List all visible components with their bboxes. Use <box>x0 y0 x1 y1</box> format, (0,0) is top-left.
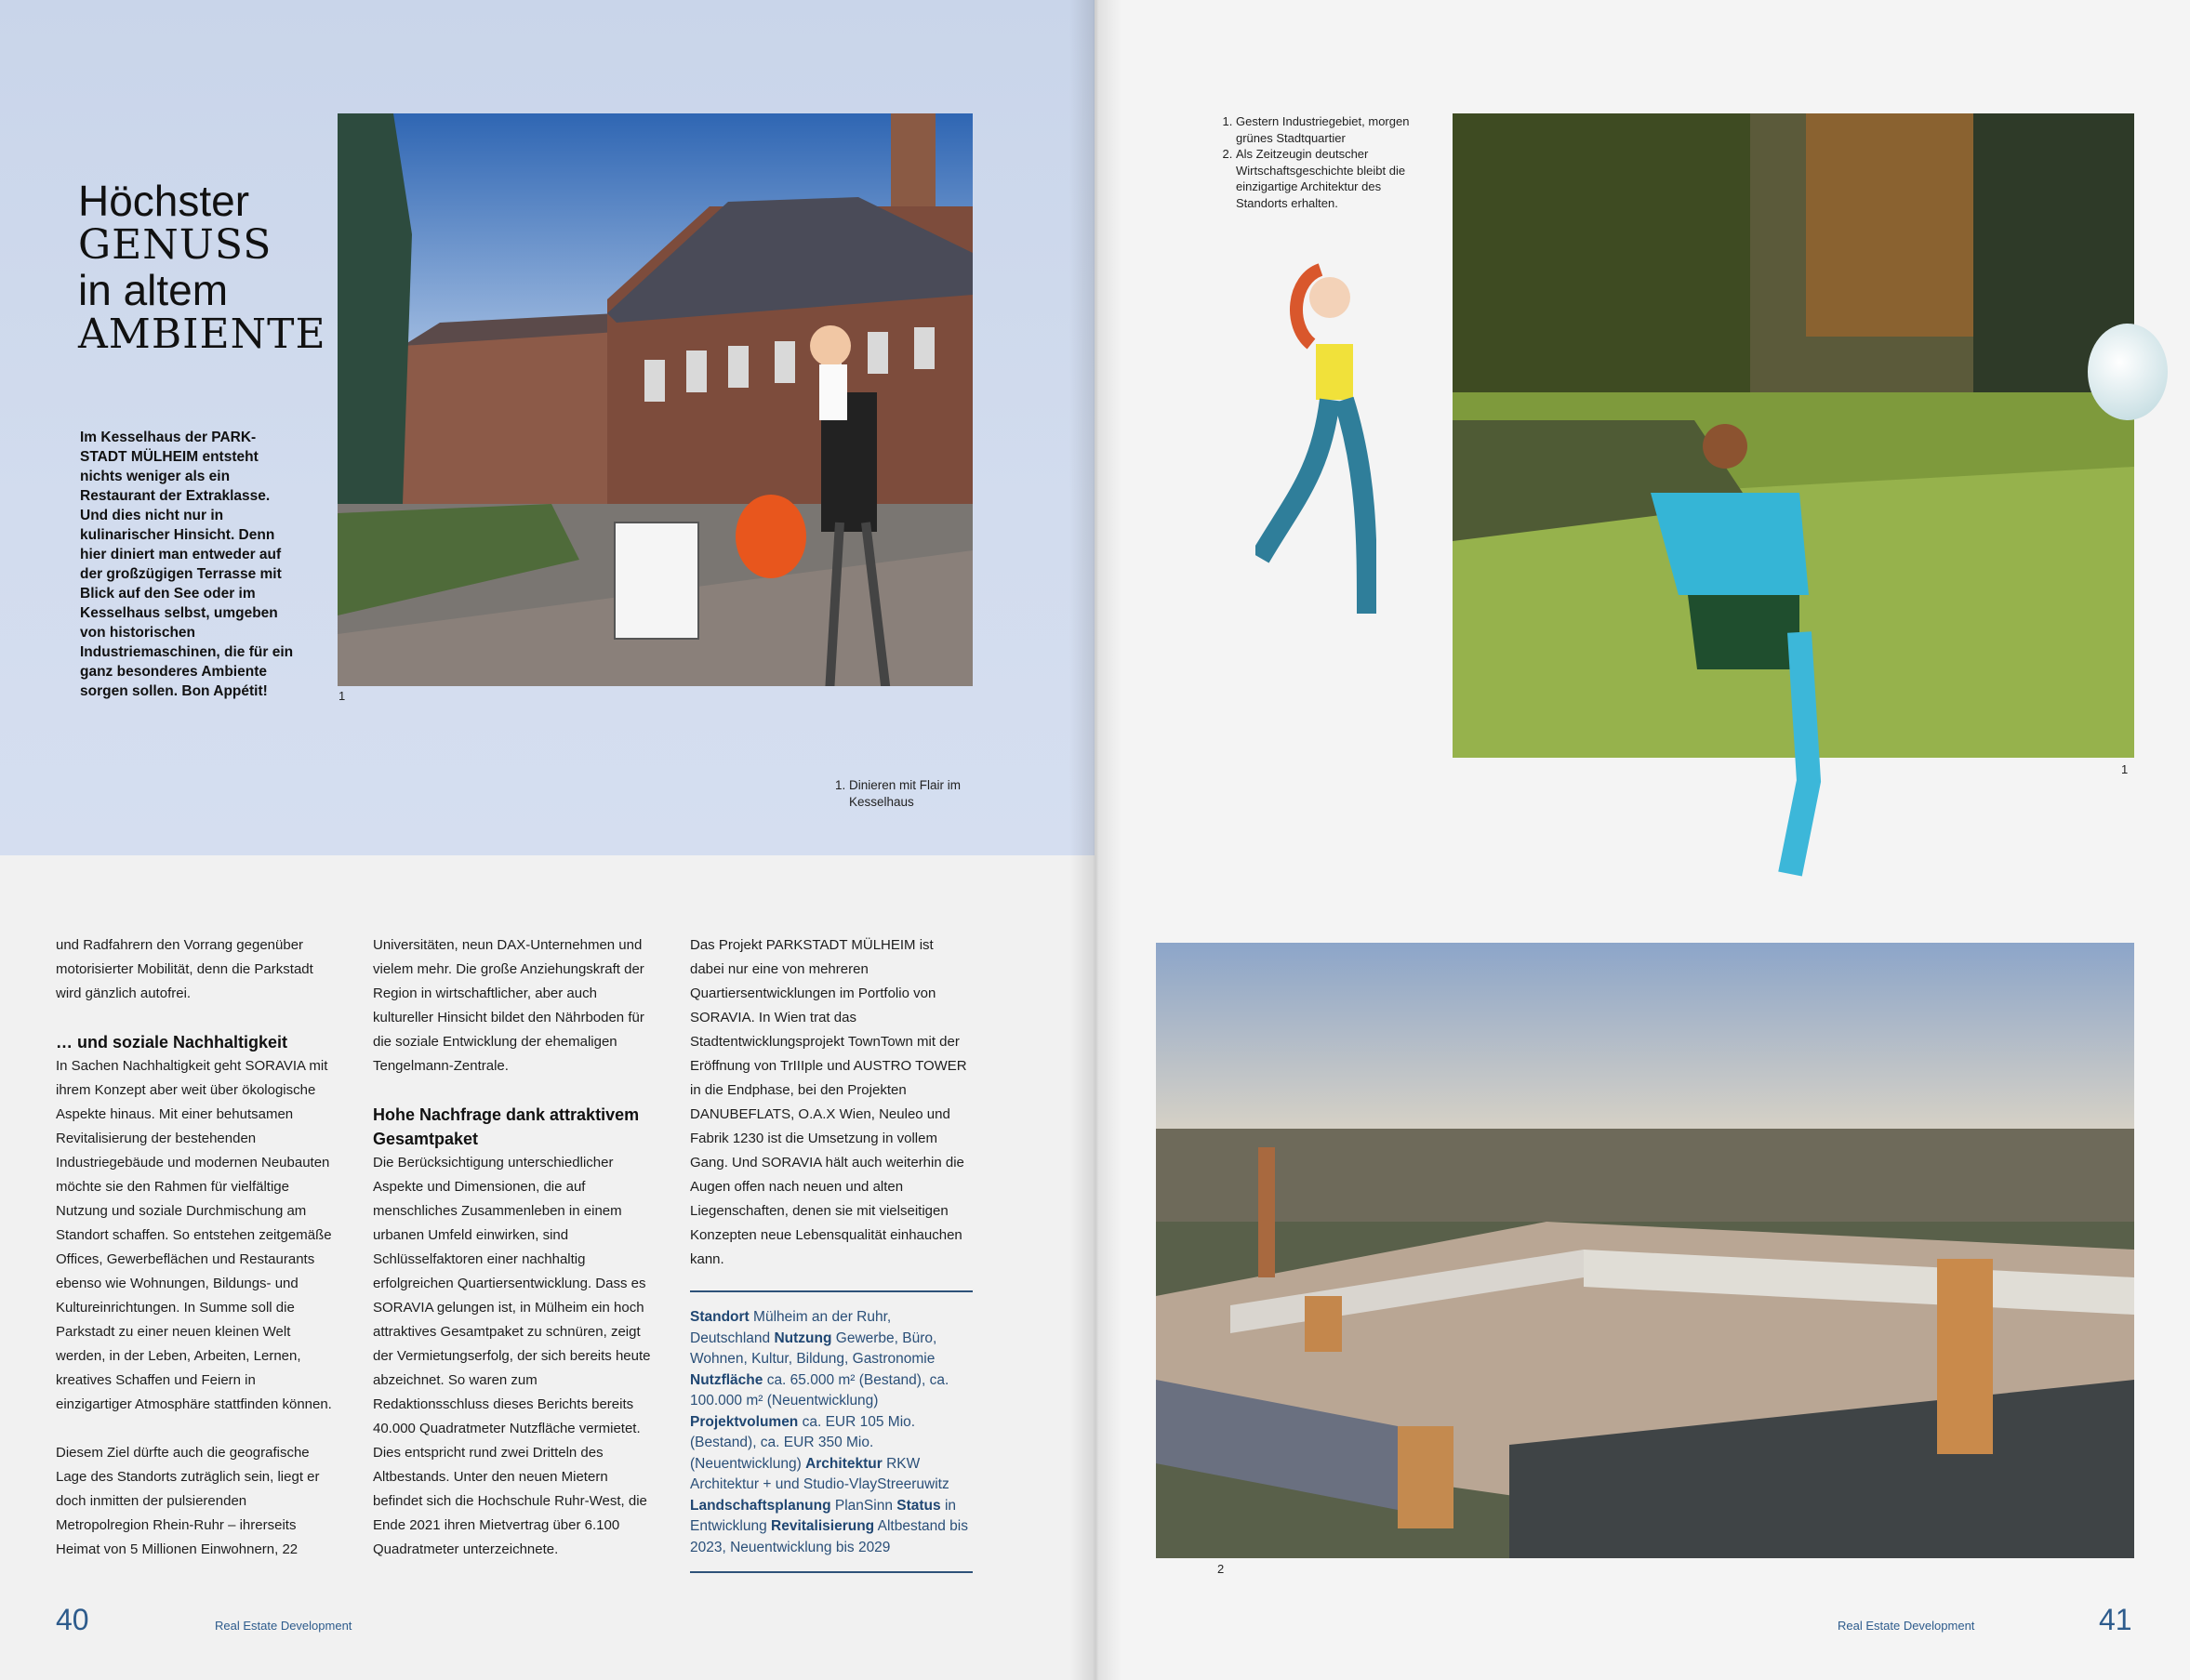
fact-value: Altbestand bis 2023, Neuentwicklung bis 2029 <box>690 1518 968 1555</box>
aerial-photo <box>1156 943 2134 1558</box>
fact-key: Projektvolumen <box>690 1413 799 1430</box>
fact-value: Mülheim an der Ruhr, Deutschland <box>690 1309 892 1346</box>
figure-caption-right <box>1217 113 1413 211</box>
caption-item: 2. Als Zeitzeugin deutscher Wirtschaftsgeschichte bleibt die einzigartige Architektur des Standorts erhalten. <box>1236 146 1413 211</box>
fact-value: ca. 65.000 m² (Bestand), ca. 100.000 m² (Neuentwicklung) <box>690 1371 949 1409</box>
fact-key: Nutzung <box>774 1329 832 1346</box>
fact-key: Nutzfläche <box>690 1371 763 1388</box>
ball-illustration <box>2088 324 2168 420</box>
paragraph: In Sachen Nachhaltigkeit geht SORAVIA mit ihrem Konzept aber weit über ökologische Aspekte hinaus. Mit einer behutsamen Revitalisierung der bestehenden Industriegebäude und modernen Neubauten möchte sie den Rahmen für vielfältige Nutzung und soziale Durchmischung am Standort schaffen. So entstehen zeitgemäße Offices, Gewerbeflächen und Restaurants ebenso wie Wohnungen, Bildungs- und Kultureinrichtungen. In Summe soll die Parkstadt zu einer neuen kleinen Welt werden, in der Leben, Arbeiten, Lernen, kreatives Schaffen und Feiern in einzigartiger Atmosphäre stattfinden können. <box>56 1058 332 1412</box>
caption-item: 1. Dinieren mit Flair im Kesselhaus <box>849 777 979 811</box>
running-head-right: Real Estate Development <box>1838 1619 1975 1633</box>
text-column-2 <box>373 933 652 1586</box>
headline-line-2: GENUSS <box>78 221 272 269</box>
fact-value: Gewerbe, Büro, Wohnen, Kultur, Bildung, Gastronomie <box>690 1329 937 1367</box>
fact-value: RKW Architektur + und Studio-VlayStreeruwitz <box>690 1455 949 1492</box>
fact-key: Standort <box>690 1309 750 1325</box>
paragraph: Das Projekt PARKSTADT MÜLHEIM ist dabei nur eine von mehreren Quartiersentwicklungen im Portfolio von SORAVIA. In Wien trat das Stadtentwicklungsprojekt TownTown mit der Eröffnung von TrIIIple und AUSTRO TOWER in die Endphase, bei den Projekten DANUBEFLATS, O.A.X Wien, Neuleo und Fabrik 1230 ist die Umsetzung in vollem Gang. Und SORAVIA hält auch weiterhin die Augen offen nach neuen und alten Liegenschaften, denen sie mit vielseitigen Konzepten neue Lebensqualität einhauchen kann. <box>690 937 967 1267</box>
figure-number-1: 1 <box>2121 762 2129 776</box>
subheading: … und soziale Nachhaltigkeit <box>56 1033 288 1052</box>
page-number-right: 41 <box>2099 1603 2132 1636</box>
fact-value: PlanSinn <box>834 1497 893 1514</box>
football-player-illustration <box>1613 409 1837 883</box>
text-column-1 <box>56 933 335 1586</box>
fact-key: Revitalisierung <box>771 1518 875 1534</box>
restaurant-photo <box>338 113 973 686</box>
paragraph: Universitäten, neun DAX-Unternehmen und vielem mehr. Die große Anziehungskraft der Region in wirtschaftlicher, aber auch kultureller Hinsicht bildet den Nährboden für die soziale Entwicklung der ehemaligen Tengelmann-Zentrale. <box>373 937 644 1074</box>
runner-illustration <box>1255 260 1376 651</box>
fact-key: Landschaftsplanung <box>690 1497 831 1514</box>
paragraph: Diesem Ziel dürfte auch die geografische Lage des Standorts zuträglich sein, liegt er doch inmitten der pulsierenden Metropolregion Rhein-Ruhr – ihrerseits Heimat von 5 Millionen Einwohnern, 22 <box>56 1445 320 1557</box>
text-column-3 <box>690 933 969 1296</box>
fact-value: ca. EUR 105 Mio. (Bestand), ca. EUR 350 Mio. (Neuentwicklung) <box>690 1413 916 1472</box>
headline-line-1: Höchster <box>78 177 250 225</box>
intro-text: Im Kesselhaus der PARK-STADT MÜLHEIM entsteht nichts weniger als ein Restaurant der Extraklasse. Und dies nicht nur in kulinarischer Hinsicht. Denn hier diniert man entweder auf der großzügigen Terrasse mit Blick auf den See oder im Kesselhaus selbst, umgeben von historischen Industriemaschinen, die für ein ganz besonderes Ambiente sorgen sollen. Bon Appétit! <box>80 430 294 699</box>
figure-number-2: 2 <box>1217 1562 1225 1576</box>
page-number-left: 40 <box>56 1603 89 1636</box>
figure-number-1: 1 <box>338 689 346 703</box>
headline <box>78 179 357 357</box>
fact-value: in Entwicklung <box>690 1497 957 1534</box>
headline-line-4: AMBIENTE <box>78 311 326 358</box>
subheading: Hohe Nachfrage dank attraktivem Gesamtpaket <box>373 1105 640 1148</box>
figure-caption-left <box>830 777 979 811</box>
project-fact-box <box>690 1290 973 1573</box>
paragraph: und Radfahrern den Vorrang gegenüber motorisierter Mobilität, denn die Parkstadt wird gänzlich autofrei. <box>56 937 313 1001</box>
headline-line-3: in altem <box>78 266 229 314</box>
fact-key: Architektur <box>805 1455 883 1472</box>
running-head-left: Real Estate Development <box>215 1619 352 1633</box>
fact-key: Status <box>896 1497 941 1514</box>
paragraph: Die Berücksichtigung unterschiedlicher Aspekte und Dimensionen, die auf menschliches Zusammenleben in einem urbanen Umfeld einwirken, sind Schlüsselfaktoren einer nachhaltig erfolgreichen Quartiersentwicklung. Dass es SORAVIA gelungen ist, in Mülheim ein hoch attraktives Gesamtpaket zu schnüren, zeigt der Vermietungserfolg, der sich bereits heute abzeichnet. So waren zum Redaktionsschluss dieses Berichts bereits 40.000 Quadratmeter Nutzfläche vermietet. Dies entspricht rund zwei Dritteln des Altbestands. Unter den neuen Mietern befindet sich die Hochschule Ruhr-West, die Ende 2021 ihren Mietvertrag über 6.100 Quadratmeter unterzeichnete. <box>373 1155 651 1557</box>
caption-item: 1. Gestern Industriegebiet, morgen grünes Stadtquartier <box>1236 113 1413 146</box>
